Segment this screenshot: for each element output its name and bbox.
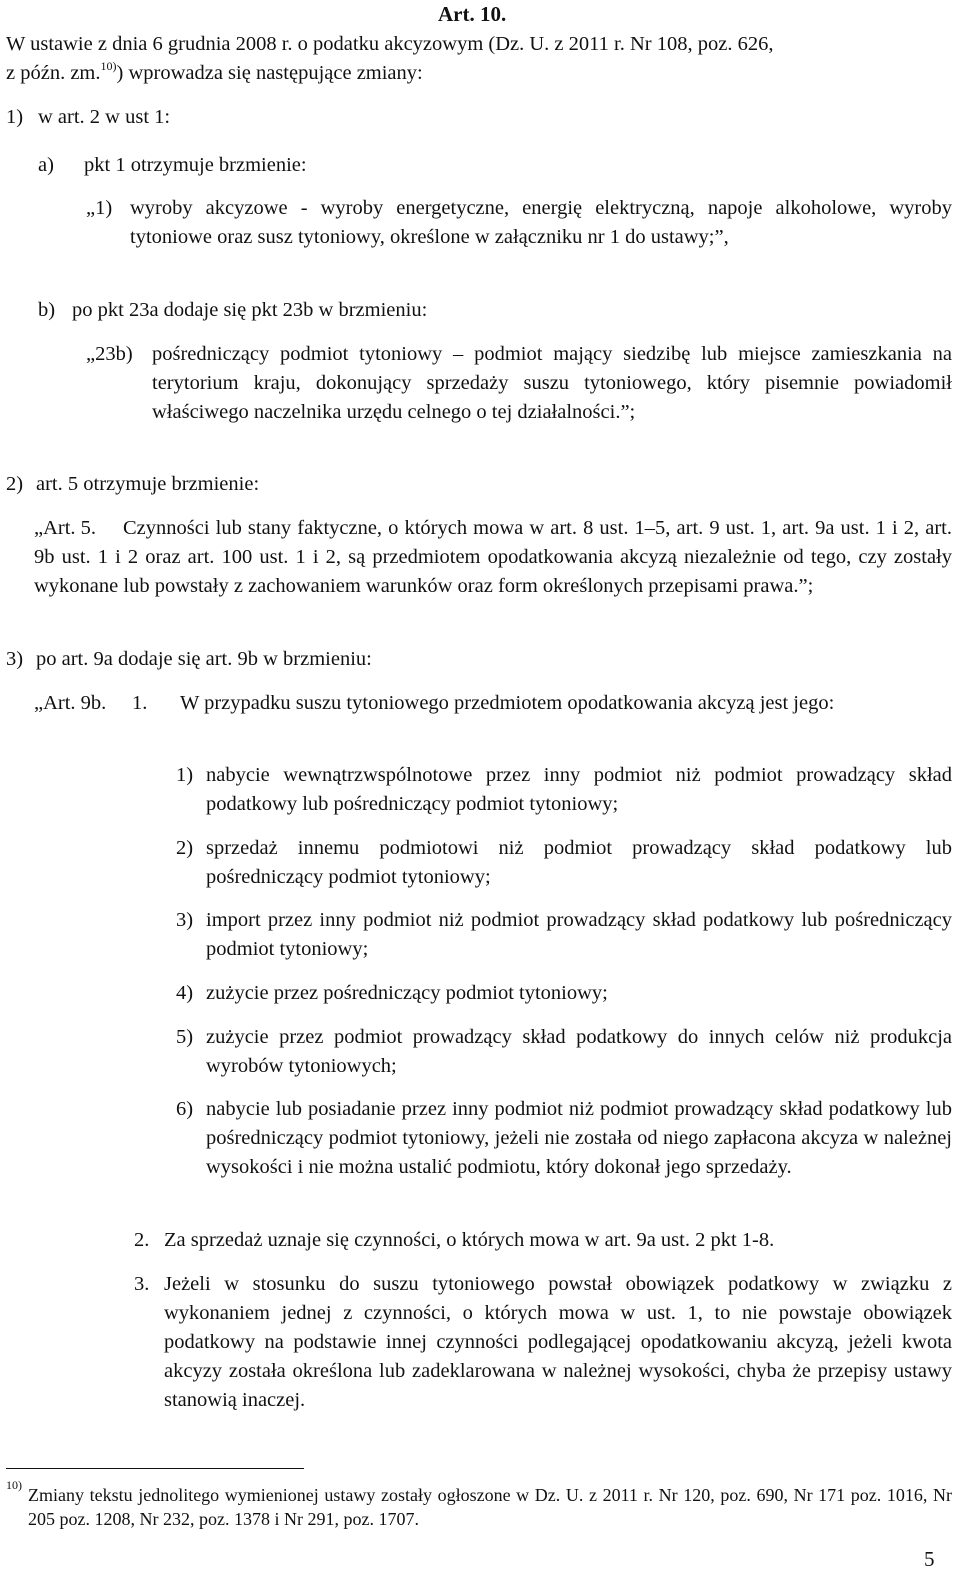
- intro-text-continued: ) wprowadza się następujące zmiany:: [116, 62, 423, 84]
- point-5-label: 5): [176, 1026, 194, 1048]
- item-1-text: w art. 2 w ust 1:: [38, 106, 171, 128]
- art-9b-paragraph-1-number: 1.: [132, 692, 148, 714]
- art-9b-label: „Art. 9b.: [34, 692, 107, 714]
- article-title: Art. 10.: [438, 2, 507, 26]
- item-1b-label: b): [38, 299, 56, 321]
- intro-line-2: [6, 59, 954, 88]
- point-6-text: nabycie lub posiadanie przez inny podmiot niż podmiot prowadzący skład podatkowy lub pośredniczący podmiot tytoniowy, jeżeli nie została od niego zapłacona akcyza w należnej wysokości i nie można ustalić podmiotu, który dokonał jego sprzedaży.: [206, 1098, 952, 1178]
- art-9b-paragraph-3-number: 3.: [134, 1273, 150, 1295]
- quote-1-label: „1): [86, 197, 113, 219]
- art-9b-paragraph-2-text: Za sprzedaż uznaje się czynności, o których mowa w art. 9a ust. 2 pkt 1-8.: [164, 1229, 775, 1251]
- page-number: 5: [924, 1547, 935, 1571]
- item-1-label: 1): [6, 106, 24, 128]
- art-9b-paragraph-1-text: W przypadku suszu tytoniowego przedmiotem opodatkowania akcyzą jest jego:: [180, 692, 835, 714]
- point-5-text: zużycie przez podmiot prowadzący skład podatkowy do innych celów niż produkcja wyrobów tytoniowych;: [206, 1026, 952, 1077]
- footnote-reference[interactable]: 10): [100, 59, 117, 73]
- point-4-text: zużycie przez pośredniczący podmiot tytoniowy;: [206, 982, 608, 1004]
- art-9b-paragraph-3-text: Jeżeli w stosunku do suszu tytoniowego powstał obowiązek podatkowy w związku z wykonaniem jednej z czynności, o których mowa w ust. 1, to nie powstaje obowiązek podatkowy na podstawie innej czynności podlegającej opodatkowaniu akcyzą, jeżeli kwota akcyzy została określona lub zadeklarowana w należnej wysokości, chyba że przepisy ustawy stanowią inaczej.: [164, 1273, 952, 1411]
- point-1-text: nabycie wewnątrzwspólnotowe przez inny podmiot niż podmiot prowadzący skład podatkowy lub pośredniczący podmiot tytoniowy;: [206, 764, 952, 815]
- point-4-label: 4): [176, 982, 194, 1004]
- item-3-text: po art. 9a dodaje się art. 9b w brzmieniu:: [36, 648, 372, 670]
- quote-23b-label: „23b): [86, 343, 133, 365]
- item-3-label: 3): [6, 648, 24, 670]
- point-1-label: 1): [176, 764, 194, 786]
- footnote-text: Zmiany tekstu jednolitego wymienionej ustawy zostały ogłoszone w Dz. U. z 2011 r. Nr 120, poz. 690, Nr 171 poz. 1016, Nr 205 poz. 1208, Nr 232, poz. 1378 i Nr 291, poz. 1707.: [28, 1485, 952, 1529]
- point-2-label: 2): [176, 837, 194, 859]
- item-1a-text: pkt 1 otrzymuje brzmienie:: [84, 154, 307, 176]
- intro-text: z późn. zm.: [6, 62, 101, 84]
- point-2-text: sprzedaż innemu podmiotowi niż podmiot prowadzący skład podatkowy lub pośredniczący podmiot tytoniowy;: [206, 837, 952, 888]
- art-5-label: „Art. 5.: [34, 517, 97, 539]
- point-6-label: 6): [176, 1098, 194, 1120]
- art-5-text: [34, 514, 952, 601]
- footnote-mark: 10): [6, 1478, 22, 1492]
- point-3-label: 3): [176, 909, 194, 931]
- footnote-separator: [6, 1468, 304, 1469]
- item-1a-label: a): [38, 154, 54, 176]
- art-9b-paragraph-2-number: 2.: [134, 1229, 150, 1251]
- item-2-text: art. 5 otrzymuje brzmienie:: [36, 473, 260, 495]
- quote-23b-text: pośredniczący podmiot tytoniowy – podmiot mający siedzibę lub miejsce zamieszkania na terytorium kraju, dokonujący sprzedaży suszu tytoniowego, który pisemnie powiadomił właściwego naczelnika urzędu celnego o tej działalności.”;: [152, 343, 952, 423]
- point-3-text: import przez inny podmiot niż podmiot prowadzący skład podatkowy lub pośredniczący podmiot tytoniowy;: [206, 909, 952, 960]
- quote-1-text: wyroby akcyzowe - wyroby energetyczne, energię elektryczną, napoje alkoholowe, wyroby tytoniowe oraz susz tytoniowy, określone w załączniku nr 1 do ustawy;”,: [130, 197, 952, 248]
- item-2-label: 2): [6, 473, 24, 495]
- intro-line-1: W ustawie z dnia 6 grudnia 2008 r. o podatku akcyzowym (Dz. U. z 2011 r. Nr 108, poz. 626,: [6, 33, 774, 55]
- item-1b-text: po pkt 23a dodaje się pkt 23b w brzmieniu:: [72, 299, 428, 321]
- art-5-body: Czynności lub stany faktyczne, o których mowa w art. 8 ust. 1–5, art. 9 ust. 1, art. 9a ust. 1 i 2, art. 9b ust. 1 i 2 oraz art. 100 ust. 1 i 2, są przedmiotem opodatkowania akcyzą niezależnie od tego, czy zostały wykonane lub powstały z zachowaniem warunków oraz form określonych przepisami prawa.”;: [34, 517, 952, 597]
